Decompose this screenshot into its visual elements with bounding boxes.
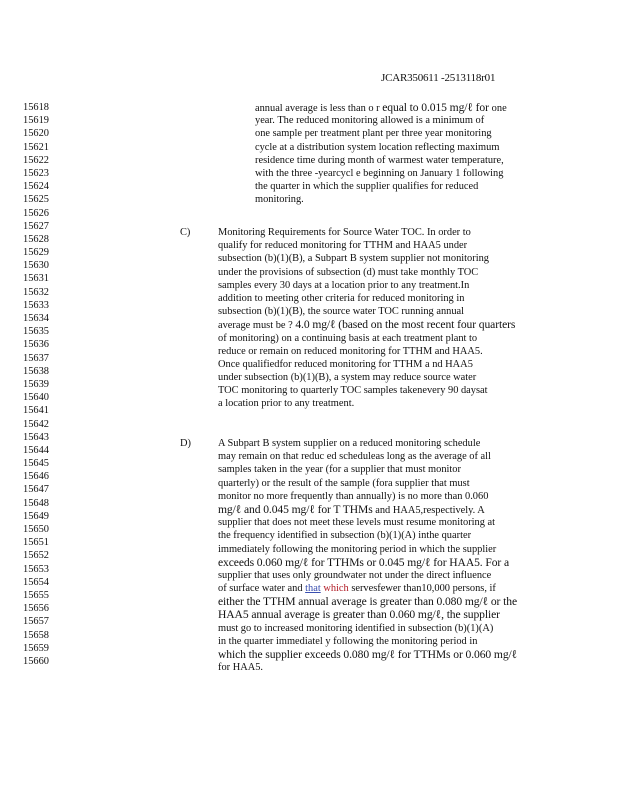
line-number: 15637 <box>23 352 49 364</box>
body-text: A Subpart B system supplier on a reduced monitoring schedule <box>218 438 481 449</box>
line-number: 15628 <box>23 233 49 245</box>
body-text: for HAA5. <box>218 662 264 674</box>
body-text: Once qualifiedfor reduced monitoring for TTHM a nd HAA5 <box>218 358 473 370</box>
line-number: 15642 <box>23 418 49 430</box>
paragraph-source-water-toc <box>218 226 515 411</box>
body-text: servesfewer than10,000 persons, if <box>348 583 496 595</box>
line-number: 15634 <box>23 313 49 324</box>
text-line <box>218 450 517 463</box>
line-number: 15620 <box>23 128 49 140</box>
item-marker-d: D) <box>180 438 191 449</box>
text-line <box>218 569 517 582</box>
text-line <box>218 332 515 345</box>
text-line <box>218 358 515 371</box>
paragraph-reduced-monitoring-tail <box>255 101 507 207</box>
line-number: 15624 <box>23 181 49 193</box>
text-line <box>218 477 517 490</box>
body-text: one sample per treatment plant per three year monitoring <box>255 128 492 140</box>
text-line <box>218 397 515 410</box>
text-line <box>255 101 507 114</box>
body-text: annual average is less than o r <box>255 103 383 114</box>
line-number: 15622 <box>23 154 49 166</box>
body-text: under the provisions of subsection (d) must take monthly TOC <box>218 266 479 278</box>
line-number: 15639 <box>23 378 49 390</box>
body-text: year. The reduced monitoring allowed is a minimum of <box>255 115 485 127</box>
text-line <box>218 648 517 661</box>
text-line <box>255 167 507 180</box>
line-number: 15658 <box>23 629 49 641</box>
body-text: the quarter in which the supplier qualifies for reduced <box>255 181 479 193</box>
line-number: 15640 <box>23 392 49 404</box>
line-number: 15618 <box>23 102 49 113</box>
line-number: 15657 <box>23 616 49 628</box>
text-line <box>218 635 517 648</box>
line-number: 15633 <box>23 299 49 311</box>
body-text: of monitoring) on a continuing basis at each treatment plant to <box>218 332 478 344</box>
line-number: 15627 <box>23 220 49 232</box>
text-line <box>218 384 515 397</box>
line-number: 15655 <box>23 589 49 601</box>
line-number: 15660 <box>23 655 49 667</box>
text-line <box>218 582 517 595</box>
line-number: 15623 <box>23 167 49 179</box>
line-number: 15629 <box>23 247 49 259</box>
body-text: with the three -yearcycl e beginning on January 1 following <box>255 167 504 179</box>
line-number: 15638 <box>23 365 49 377</box>
body-text: samples every 30 days at a location prior to any treatment.In <box>218 279 470 291</box>
line-number: 15631 <box>23 273 49 285</box>
body-text: monitor no more frequently than annually) is no more than 0.060 <box>218 490 489 502</box>
text-line <box>218 292 515 305</box>
body-text: supplier that uses only groundwater not under the direct influence <box>218 569 492 581</box>
text-line <box>218 543 517 556</box>
line-number: 15626 <box>23 207 49 219</box>
line-number: 15653 <box>23 563 49 575</box>
amended-text: either the TTHM annual average is greater than 0.080 mg/ℓ or the <box>218 595 517 609</box>
line-number: 15636 <box>23 339 49 351</box>
line-number: 15621 <box>23 141 49 153</box>
line-number: 15650 <box>23 524 49 535</box>
body-text: supplier that does not meet these levels must resume monitoring at <box>218 517 496 529</box>
body-text: monitoring. <box>255 194 304 206</box>
paragraph-subpart-b-reduced-schedule <box>218 437 517 674</box>
line-number: 15643 <box>23 431 49 443</box>
text-line <box>218 305 515 318</box>
line-number: 15630 <box>23 260 49 272</box>
body-text: and HAA5,respectively. A <box>372 504 485 516</box>
line-number: 15648 <box>23 497 49 509</box>
text-line <box>218 529 517 542</box>
body-text: subsection (b)(1)(B), a Subpart B system supplier not monitoring <box>218 253 489 265</box>
amended-text: exceeds 0.060 mg/ℓ for TTHMs or 0.045 mg/ℓ for HAA5. For a <box>218 555 510 569</box>
body-text: the frequency identified in subsection (b)(1)(A) inthe quarter <box>218 530 472 542</box>
text-line <box>218 371 515 384</box>
text-line <box>218 266 515 279</box>
body-text: immediately following the monitoring period in which the supplier <box>218 543 497 555</box>
body-text: subsection (b)(1)(B), the source water TOC running annual <box>218 306 465 318</box>
amended-text: which the supplier exceeds 0.080 mg/ℓ for TTHMs or 0.060 mg/ℓ <box>218 648 518 661</box>
body-text: cycle at a distribution system location reflecting maximum <box>255 141 500 153</box>
line-number: 15652 <box>23 550 49 562</box>
body-text: TOC monitoring to quarterly TOC samples takenevery 90 daysat <box>218 385 488 397</box>
line-number: 15644 <box>23 444 49 456</box>
text-line <box>218 608 517 621</box>
text-line <box>255 141 507 154</box>
amended-text: 4.0 mg/ℓ (based on the most recent four quarters <box>295 318 516 332</box>
text-line <box>218 516 517 529</box>
line-number: 15654 <box>23 576 49 588</box>
text-line <box>218 437 517 450</box>
line-number: 15635 <box>23 326 49 338</box>
line-number: 15649 <box>23 510 49 522</box>
body-text: reduce or remain on reduced monitoring for TTHM and HAA5. <box>218 345 483 357</box>
text-line <box>218 318 515 331</box>
body-text: samples taken in the year (for a supplier that must monitor <box>218 464 461 476</box>
line-number: 15651 <box>23 537 49 549</box>
text-line <box>218 490 517 503</box>
line-number: 15645 <box>23 458 49 470</box>
line-number: 15619 <box>23 115 49 127</box>
line-number-gutter <box>23 101 49 668</box>
inserted-text-link[interactable]: that <box>305 583 321 595</box>
text-line <box>255 127 507 140</box>
text-line <box>218 279 515 292</box>
body-text: Monitoring Requirements for Source Water TOC. In order to <box>218 227 471 238</box>
amended-text: equal to 0.015 mg/ℓ for <box>382 101 492 114</box>
body-text: a location prior to any treatment. <box>218 398 355 410</box>
document-id-header: JCAR350611 -2513118r01 <box>381 72 496 84</box>
deleted-text: which <box>320 583 349 595</box>
body-text: qualify for reduced monitoring for TTHM and HAA5 under <box>218 240 468 252</box>
body-text: in the quarter immediatel y following the monitoring period in <box>218 635 478 647</box>
body-text: one <box>491 103 507 114</box>
body-text: average must be ? <box>218 320 296 332</box>
text-line <box>255 193 507 206</box>
amended-text: mg/ℓ and 0.045 mg/ℓ for T THMs <box>218 502 373 516</box>
text-line <box>218 503 517 516</box>
line-number: 15646 <box>23 471 49 483</box>
item-marker-c: C) <box>180 227 191 238</box>
text-line <box>218 239 515 252</box>
text-line <box>218 252 515 265</box>
body-text: residence time during month of warmest water temperature, <box>255 154 504 166</box>
text-line <box>218 226 515 239</box>
line-number: 15632 <box>23 286 49 298</box>
body-text: addition to meeting other criteria for reduced monitoring in <box>218 292 465 304</box>
line-number: 15625 <box>23 194 49 206</box>
text-line <box>218 661 517 674</box>
body-text: must go to increased monitoring identified in subsection (b)(1)(A) <box>218 622 494 634</box>
line-number: 15647 <box>23 484 49 496</box>
body-text: may remain on that reduc ed scheduleas long as the average of all <box>218 451 491 463</box>
line-number: 15641 <box>23 405 49 417</box>
text-line <box>255 180 507 193</box>
text-line <box>218 595 517 608</box>
text-line <box>218 622 517 635</box>
text-line <box>218 345 515 358</box>
amended-text: HAA5 annual average is greater than 0.060 mg/ℓ, the supplier <box>218 608 500 622</box>
body-text: under subsection (b)(1)(B), a system may reduce source water <box>218 372 477 384</box>
line-number: 15659 <box>23 642 49 654</box>
text-line <box>255 154 507 167</box>
line-number: 15656 <box>23 603 49 615</box>
text-line <box>218 556 517 569</box>
tracked-change <box>305 583 349 594</box>
body-text: of surface water and <box>218 583 306 595</box>
text-line <box>255 114 507 127</box>
text-line <box>218 463 517 476</box>
body-text: quarterly) or the result of the sample (fora supplier that must <box>218 477 470 489</box>
